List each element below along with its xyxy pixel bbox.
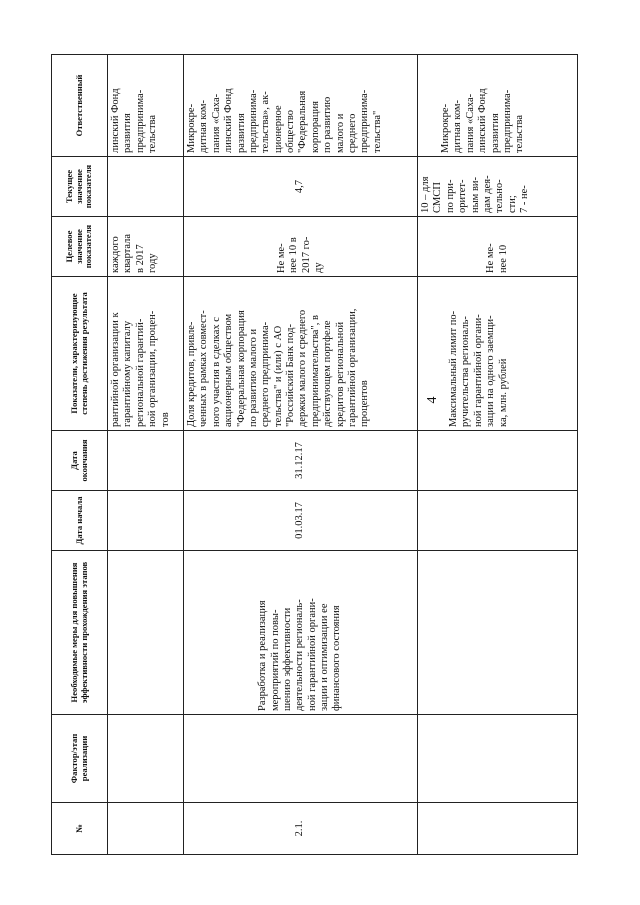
header-row: [52, 55, 108, 855]
header-target: Целевое значение показателя: [52, 217, 108, 277]
row1-num: [108, 803, 184, 855]
table-row: [418, 55, 578, 855]
row2-responsible: Микрокре- дитная ком- пания «Саха- линский Фонд развития предпринима- тельства», ак- ционерное общество "Федеральная корпорация по развитию малого и среднего предпринима- тельства": [184, 55, 418, 157]
row3-indicator: Максимальный лимит по- ручительства региональ- ной гарантийной органи- зации на одного заемщи- ка, млн. рублей: [418, 277, 578, 431]
header-responsible: Ответственный: [52, 55, 108, 157]
header-start: Дата начала: [52, 491, 108, 551]
row2-num: 2.1.: [184, 803, 418, 855]
header-current: Текущее значение показателя: [52, 157, 108, 217]
row3-measures: [418, 551, 578, 715]
row3-end: [418, 431, 578, 491]
row3-num: [418, 803, 578, 855]
header-num: №: [52, 803, 108, 855]
table-row: [184, 55, 418, 855]
row1-start: [108, 491, 184, 551]
measures-table: [51, 54, 578, 855]
table-row: [108, 55, 184, 855]
row2-start: 01.03.17: [184, 491, 418, 551]
row3-current: 10 – для СМСП по при- оритет- ным ви- дам дея- тельно- сти; 7 - не-: [418, 157, 578, 217]
row1-measures: [108, 551, 184, 715]
row1-end: [108, 431, 184, 491]
row3-target: Не ме- нее 10: [418, 217, 578, 277]
header-measures: Необходимые меры для повышения эффективности прохождения этапов: [52, 551, 108, 715]
rotated-sheet: [51, 55, 577, 855]
row2-end: 31.12.17: [184, 431, 418, 491]
page-number: 4: [425, 396, 440, 404]
row2-indicator: Доля кредитов, привле- ченных в рамках совмест- ного участия в сделках с акционерным обществом "Федеральная корпорация по развитию малого и среднего предпринима- тельства" и (или) с АО "Российский Банк под- держки малого и среднего предпринимательства", в действующем портфеле кредитов региональной гарантийной организации, процентов: [184, 277, 418, 431]
row2-target: Не ме- нее 10 в 2017 го- ду: [184, 217, 418, 277]
row1-indicator: рантийной организации к гарантийному капиталу региональной гарантий- ной организации, процен- тов: [108, 277, 184, 431]
row3-responsible: Микрокре- дитная ком- пания «Саха- линский Фонд развития предпринима- тельства: [418, 55, 578, 157]
row1-factor: [108, 715, 184, 803]
row2-factor: [184, 715, 418, 803]
header-factor: Фактор/этап реализации: [52, 715, 108, 803]
row1-current: [108, 157, 184, 217]
row1-responsible: линский Фонд развития предпринима- тельства: [108, 55, 184, 157]
row2-current: 4,7: [184, 157, 418, 217]
row2-measures: Разработка и реализация мероприятий по повы- шению эффективности деятельности региональ- ной гарантийной органи- зации и оптимизации ее финансового состояния: [184, 551, 418, 715]
row3-factor: [418, 715, 578, 803]
header-indicator: Показатели, характеризующие степень достижения результата: [52, 277, 108, 431]
row3-start: [418, 491, 578, 551]
row1-target: каждого квартала в 2017 году: [108, 217, 184, 277]
header-end: Дата окончания: [52, 431, 108, 491]
